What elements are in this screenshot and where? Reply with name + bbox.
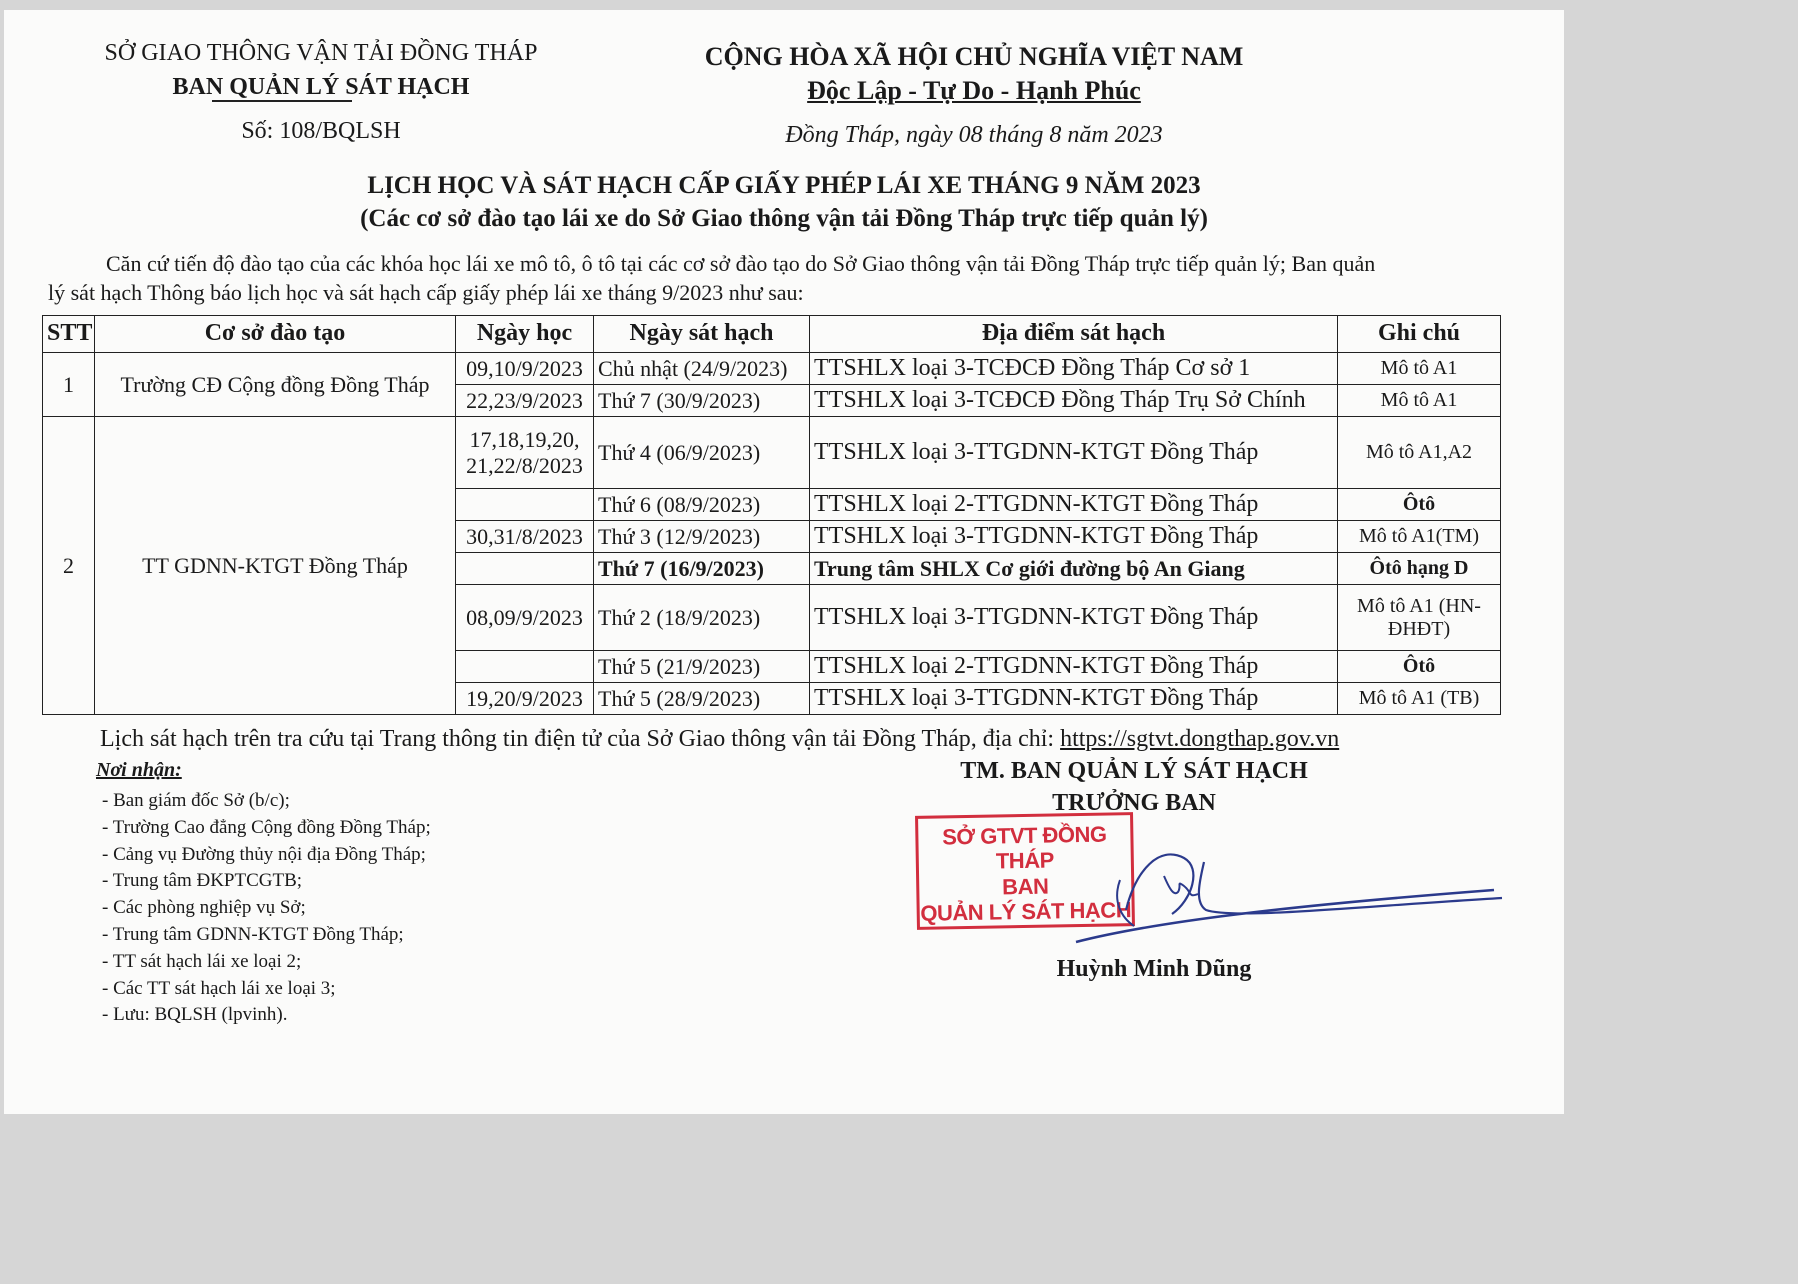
cell-note: Mô tô A1 bbox=[1338, 385, 1501, 417]
stamp-line-3: QUẢN LÝ SÁT HẠCH bbox=[920, 897, 1132, 926]
list-item: - Trường Cao đẳng Cộng đồng Đồng Tháp; bbox=[102, 816, 431, 838]
list-item: - Các TT sát hạch lái xe loại 3; bbox=[102, 977, 336, 999]
cell-location: TTSHLX loại 3-TCĐCĐ Đồng Tháp Trụ Sở Chính bbox=[810, 385, 1338, 417]
recipients-list bbox=[102, 788, 431, 1029]
document-title: LỊCH HỌC VÀ SÁT HẠCH CẤP GIẤY PHÉP LÁI XE THÁNG 9 NĂM 2023 bbox=[367, 172, 1201, 199]
cell-location: TTSHLX loại 3-TTGDNN-KTGT Đồng Tháp bbox=[810, 683, 1338, 715]
cell-exam: Thứ 5 (28/9/2023) bbox=[594, 683, 810, 715]
cell-note: Ôtô bbox=[1338, 489, 1501, 521]
cell-location: TTSHLX loại 2-TTGDNN-KTGT Đồng Tháp bbox=[810, 489, 1338, 521]
cell-location: TTSHLX loại 3-TTGDNN-KTGT Đồng Tháp bbox=[810, 521, 1338, 553]
header-exam-date: Ngày sát hạch bbox=[594, 316, 810, 353]
list-item: - Trung tâm ĐKPTCGTB; bbox=[102, 870, 303, 892]
row-stt: 2 bbox=[43, 417, 95, 715]
cell-note: Mô tô A1 (TB) bbox=[1338, 683, 1501, 715]
cell-note: Mô tô A1 (HN-ĐHĐT) bbox=[1338, 585, 1501, 651]
list-item: - TT sát hạch lái xe loại 2; bbox=[102, 950, 302, 972]
cell-study bbox=[456, 553, 594, 585]
list-item: - Trung tâm GDNN-KTGT Đồng Tháp; bbox=[102, 923, 404, 945]
signer-role: TM. BAN QUẢN LÝ SÁT HẠCH bbox=[960, 758, 1308, 784]
header-location: Địa điểm sát hạch bbox=[810, 316, 1338, 353]
website-link[interactable]: https://sgtvt.dongthap.gov.vn bbox=[1060, 726, 1340, 752]
cell-location: Trung tâm SHLX Cơ giới đường bộ An Giang bbox=[810, 553, 1338, 585]
list-item: - Các phòng nghiệp vụ Sở; bbox=[102, 897, 306, 919]
row-facility: TT GDNN-KTGT Đồng Tháp bbox=[95, 417, 456, 715]
country-name: CỘNG HÒA XÃ HỘI CHỦ NGHĨA VIỆT NAM bbox=[704, 42, 1244, 71]
table-row bbox=[43, 417, 1501, 489]
cell-study: 30,31/8/2023 bbox=[456, 521, 594, 553]
cell-note: Mô tô A1,A2 bbox=[1338, 417, 1501, 489]
cell-study: 22,23/9/2023 bbox=[456, 385, 594, 417]
lookup-text: Lịch sát hạch trên tra cứu tại Trang thông tin điện tử của Sở Giao thông vận tải Đồng Tháp, địa chỉ: bbox=[100, 726, 1061, 752]
cell-note: Ôtô hạng D bbox=[1338, 553, 1501, 585]
list-item: - Cảng vụ Đường thủy nội địa Đồng Tháp; bbox=[102, 843, 426, 865]
cell-location: TTSHLX loại 3-TTGDNN-KTGT Đồng Tháp bbox=[810, 417, 1338, 489]
list-item: - Ban giám đốc Sở (b/c); bbox=[102, 790, 290, 811]
cell-location: TTSHLX loại 2-TTGDNN-KTGT Đồng Tháp bbox=[810, 651, 1338, 683]
schedule-table bbox=[42, 315, 1501, 715]
header-note: Ghi chú bbox=[1338, 316, 1501, 353]
issue-date: Đồng Tháp, ngày 08 tháng 8 năm 2023 bbox=[785, 122, 1163, 148]
signer-name: Huỳnh Minh Dũng bbox=[1056, 956, 1252, 982]
cell-note: Mô tô A1(TM) bbox=[1338, 521, 1501, 553]
cell-study bbox=[456, 651, 594, 683]
intro-line-2: lý sát hạch Thông báo lịch học và sát hạch cấp giấy phép lái xe tháng 9/2023 như sau: bbox=[48, 280, 804, 305]
cell-exam: Thứ 6 (08/9/2023) bbox=[594, 489, 810, 521]
list-item: - Lưu: BQLSH (lpvinh). bbox=[102, 1004, 288, 1026]
cell-exam: Thứ 7 (30/9/2023) bbox=[594, 385, 810, 417]
cell-location: TTSHLX loại 3-TTGDNN-KTGT Đồng Tháp bbox=[810, 585, 1338, 651]
cell-study bbox=[456, 489, 594, 521]
unit-underline bbox=[212, 100, 352, 102]
handwritten-signature bbox=[1064, 840, 1514, 950]
header-stt: STT bbox=[43, 316, 95, 353]
cell-study: 09,10/9/2023 bbox=[456, 353, 594, 385]
recipients-heading: Nơi nhận: bbox=[96, 759, 182, 781]
cell-location: TTSHLX loại 3-TCĐCĐ Đồng Tháp Cơ sở 1 bbox=[810, 353, 1338, 385]
cell-exam: Thứ 3 (12/9/2023) bbox=[594, 521, 810, 553]
cell-study: 17,18,19,20, 21,22/8/2023 bbox=[456, 417, 594, 489]
cell-note: Mô tô A1 bbox=[1338, 353, 1501, 385]
stamp-line-2: BAN bbox=[1001, 873, 1049, 899]
cell-exam: Thứ 5 (21/9/2023) bbox=[594, 651, 810, 683]
cell-exam: Thứ 7 (16/9/2023) bbox=[594, 553, 810, 585]
signer-title: TRƯỞNG BAN bbox=[1052, 790, 1216, 816]
row-stt: 1 bbox=[43, 353, 95, 417]
header-study-dates: Ngày học bbox=[456, 316, 594, 353]
document-number: Số: 108/BQLSH bbox=[241, 118, 401, 144]
cell-study: 19,20/9/2023 bbox=[456, 683, 594, 715]
table-row bbox=[43, 353, 1501, 385]
cell-exam: Thứ 4 (06/9/2023) bbox=[594, 417, 810, 489]
national-motto: Độc Lập - Tự Do - Hạnh Phúc bbox=[807, 76, 1141, 105]
document-page bbox=[4, 10, 1564, 1114]
cell-exam: Thứ 2 (18/9/2023) bbox=[594, 585, 810, 651]
unit-name: BAN QUẢN LÝ SÁT HẠCH bbox=[172, 74, 470, 100]
department-name: SỞ GIAO THÔNG VẬN TẢI ĐỒNG THÁP bbox=[104, 40, 538, 66]
header-facility: Cơ sở đào tạo bbox=[95, 316, 456, 353]
stamp-line-1: SỞ GTVT ĐỒNG THÁP bbox=[942, 821, 1107, 874]
lookup-line bbox=[100, 726, 1339, 753]
cell-exam: Chủ nhật (24/9/2023) bbox=[594, 353, 810, 385]
cell-study: 08,09/9/2023 bbox=[456, 585, 594, 651]
row-facility: Trường CĐ Cộng đồng Đồng Tháp bbox=[95, 353, 456, 417]
cell-note: Ôtô bbox=[1338, 651, 1501, 683]
document-subtitle: (Các cơ sở đào tạo lái xe do Sở Giao thông vận tải Đồng Tháp trực tiếp quản lý) bbox=[360, 205, 1208, 232]
table-header-row bbox=[43, 316, 1501, 353]
intro-line-1: Căn cứ tiến độ đào tạo của các khóa học lái xe mô tô, ô tô tại các cơ sở đào tạo do Sở Giao thông vận tải Đồng Tháp trực tiếp quản lý; Ban quản bbox=[106, 251, 1376, 276]
